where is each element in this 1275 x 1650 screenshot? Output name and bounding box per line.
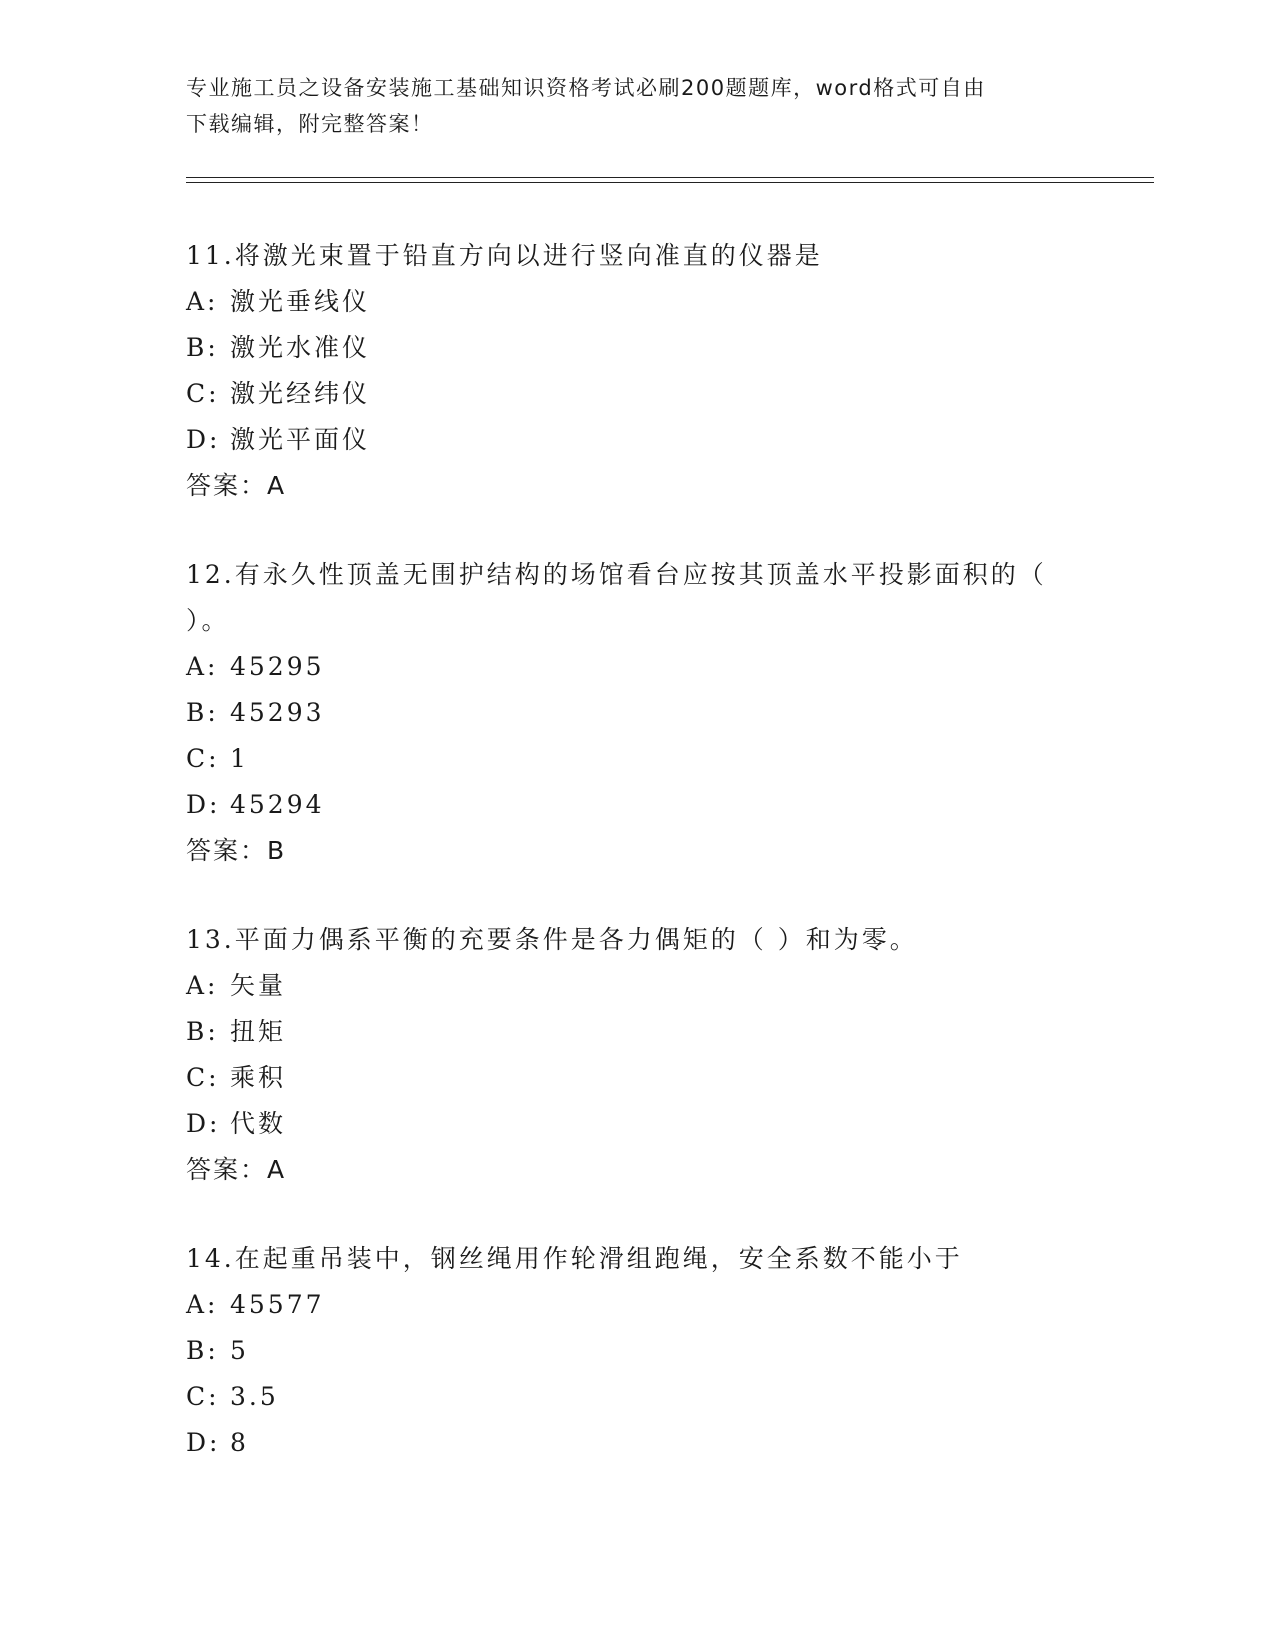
option-a (186, 279, 1086, 325)
question-title: 13.平面力偶系平衡的充要条件是各力偶矩的（ ）和为零。 (186, 925, 918, 954)
option-text: 扭矩 (230, 1017, 287, 1046)
option-letter: C: (186, 379, 220, 408)
option-b (186, 690, 1086, 736)
option-b (186, 325, 1086, 371)
option-c (186, 736, 1086, 782)
option-letter: D: (186, 425, 221, 454)
header-line-2: 下载编辑，附完整答案！ (186, 112, 434, 136)
option-letter: A: (186, 1290, 219, 1319)
option-text: 代数 (230, 1109, 287, 1138)
option-d (186, 1420, 1086, 1466)
option-letter: C: (186, 1382, 220, 1411)
option-letter: B: (186, 1017, 219, 1046)
option-letter: B: (186, 1336, 219, 1365)
option-a (186, 1282, 1086, 1328)
question-13 (186, 917, 1086, 1193)
option-d (186, 417, 1086, 463)
question-12 (186, 552, 1086, 874)
option-text: 45295 (230, 652, 325, 681)
option-letter: A: (186, 971, 219, 1000)
question-11 (186, 233, 1086, 509)
option-text: 激光垂线仪 (230, 287, 371, 316)
question-14 (186, 1236, 1086, 1466)
option-text: 激光经纬仪 (230, 379, 371, 408)
option-letter: B: (186, 698, 219, 727)
option-b (186, 1328, 1086, 1374)
header-rule-bottom (186, 182, 1154, 183)
option-d (186, 782, 1086, 828)
option-letter: D: (186, 1428, 221, 1457)
option-text: 45294 (230, 790, 325, 819)
question-title-continued: ）。 (186, 606, 230, 635)
option-d (186, 1101, 1086, 1147)
option-letter: A: (186, 287, 219, 316)
option-a (186, 644, 1086, 690)
option-letter: D: (186, 1109, 221, 1138)
option-text: 5 (230, 1336, 249, 1365)
option-letter: D: (186, 790, 221, 819)
option-text: 3.5 (230, 1382, 279, 1411)
option-c (186, 1055, 1086, 1101)
option-text: 45577 (230, 1290, 325, 1319)
option-letter: C: (186, 1063, 220, 1092)
option-text: 乘积 (230, 1063, 287, 1092)
question-title: 11.将激光束置于铅直方向以进行竖向准直的仪器是 (186, 241, 823, 270)
question-title: 12.有永久性顶盖无围护结构的场馆看台应按其顶盖水平投影面积的（ (186, 560, 1047, 589)
option-letter: C: (186, 744, 220, 773)
header-line-1: 专业施工员之设备安装施工基础知识资格考试必刷200题题库，word格式可自由 (186, 76, 986, 100)
option-letter: A: (186, 652, 219, 681)
option-c (186, 1374, 1086, 1420)
option-text: 激光水准仪 (230, 333, 371, 362)
option-text: 激光平面仪 (230, 425, 371, 454)
option-text: 8 (230, 1428, 249, 1457)
option-b (186, 1009, 1086, 1055)
option-text: 45293 (230, 698, 325, 727)
answer-line: 答案：B (186, 836, 287, 865)
option-letter: B: (186, 333, 219, 362)
option-text: 1 (230, 744, 249, 773)
answer-line: 答案：A (186, 1155, 287, 1184)
option-text: 矢量 (230, 971, 287, 1000)
document-header (186, 70, 1086, 142)
answer-line: 答案：A (186, 471, 287, 500)
option-c (186, 371, 1086, 417)
option-a (186, 963, 1086, 1009)
header-rule-top (186, 177, 1154, 178)
question-title: 14.在起重吊装中，钢丝绳用作轮滑组跑绳，安全系数不能小于 (186, 1244, 963, 1273)
